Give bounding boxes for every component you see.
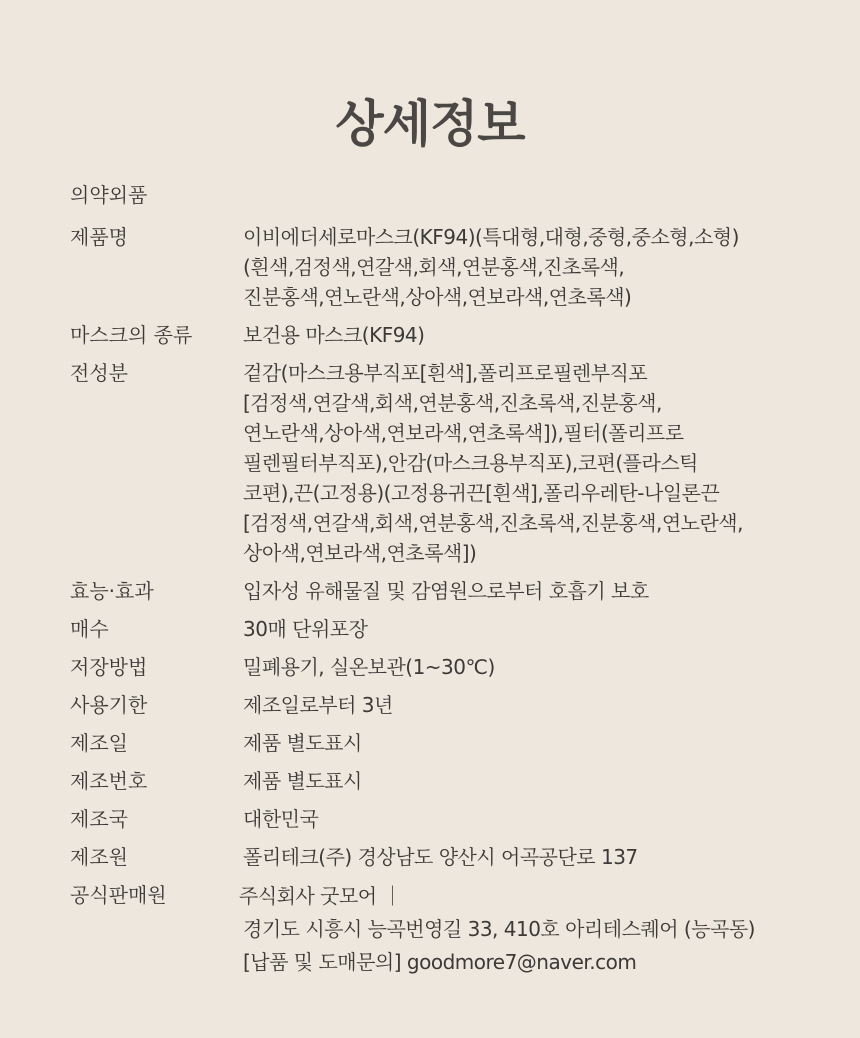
info-value	[243, 576, 790, 606]
info-value-line: (흰색,검정색,연갈색,회색,연분홍색,진초록색,	[243, 255, 625, 279]
info-value-line: 주식회사 굿모어 ｜	[239, 884, 402, 908]
info-row-country	[70, 804, 790, 834]
info-row-storage	[70, 652, 790, 682]
info-key: 효능·효과	[70, 579, 154, 603]
info-value-line: 코편),끈(고정용)(고정용귀끈[흰색],폴리우레탄-나일론끈	[243, 481, 720, 505]
info-row-mask-type	[70, 320, 790, 350]
info-key: 공식판매원	[70, 883, 167, 907]
info-key: 전성분	[70, 361, 128, 385]
info-key: 제조국	[70, 807, 128, 831]
info-value-line: 제품 별도표시	[243, 731, 362, 755]
info-value-line: 밀폐용기, 실온보관(1~30℃)	[243, 655, 495, 679]
info-value-line: [검정색,연갈색,회색,연분홍색,진초록색,진분홍색,	[243, 391, 662, 415]
info-key: 제품명	[70, 225, 128, 249]
info-value-line: 보건용 마스크(KF94)	[243, 323, 425, 347]
info-key: 저장방법	[70, 655, 148, 679]
info-row-manufacturer	[70, 842, 790, 872]
info-value	[243, 358, 790, 568]
info-row-quantity	[70, 614, 790, 644]
info-value	[243, 222, 790, 312]
info-row-official-seller	[70, 880, 790, 979]
info-key: 제조원	[70, 845, 128, 869]
info-value	[243, 614, 790, 644]
info-value-line: 연노란색,상아색,연보라색,연초록색]),필터(폴리프로	[243, 421, 684, 445]
info-row-ingredients	[70, 358, 790, 568]
info-value-line: 필렌필터부직포),안감(마스크용부직포),코편(플라스틱	[243, 451, 698, 475]
info-value	[243, 320, 790, 350]
section-label: 의약외품	[70, 183, 148, 207]
info-row-lot-number	[70, 766, 790, 796]
info-value	[243, 728, 790, 758]
info-value	[243, 652, 790, 682]
info-key: 제조일	[70, 731, 128, 755]
info-key: 사용기한	[70, 693, 148, 717]
contact-email-line: [납품 및 도매문의] goodmore7@naver.com	[243, 950, 637, 974]
info-row-manufacture-date	[70, 728, 790, 758]
info-key: 매수	[70, 617, 109, 641]
info-value-line: 진분홍색,연노란색,상아색,연보라색,연초록색)	[243, 285, 632, 309]
info-value-line: 상아색,연보라색,연초록색])	[243, 541, 477, 565]
info-value-line: 이비에더세로마스크(KF94)(특대형,대형,중형,중소형,소형)	[243, 225, 739, 249]
info-row-expiry	[70, 690, 790, 720]
product-info-table	[70, 222, 790, 987]
info-row-product-name	[70, 222, 790, 312]
info-value-line: 경기도 시흥시 능곡번영길 33, 410호 아리테스퀘어 (능곡동)	[243, 917, 755, 941]
info-value-line: 30매 단위포장	[243, 617, 368, 641]
page-title: 상세정보	[335, 95, 525, 153]
info-value-line: [검정색,연갈색,회색,연분홍색,진초록색,진분홍색,연노란색,	[243, 511, 743, 535]
info-value	[243, 690, 790, 720]
info-key: 마스크의 종류	[70, 323, 193, 347]
info-value-line: 폴리테크(주) 경상남도 양산시 어곡공단로 137	[243, 845, 638, 869]
info-row-efficacy	[70, 576, 790, 606]
info-value	[243, 842, 790, 872]
info-value-line: 제품 별도표시	[243, 769, 362, 793]
info-value-line: 입자성 유해물질 및 감염원으로부터 호흡기 보호	[243, 579, 649, 603]
info-value	[243, 804, 790, 834]
info-value	[239, 880, 790, 979]
info-value	[243, 766, 790, 796]
info-value-line: 제조일로부터 3년	[243, 693, 393, 717]
info-value-line: 대한민국	[243, 807, 319, 831]
info-value-line: 겉감(마스크용부직포[흰색],폴리프로필렌부직포	[243, 361, 648, 385]
info-key: 제조번호	[70, 769, 148, 793]
